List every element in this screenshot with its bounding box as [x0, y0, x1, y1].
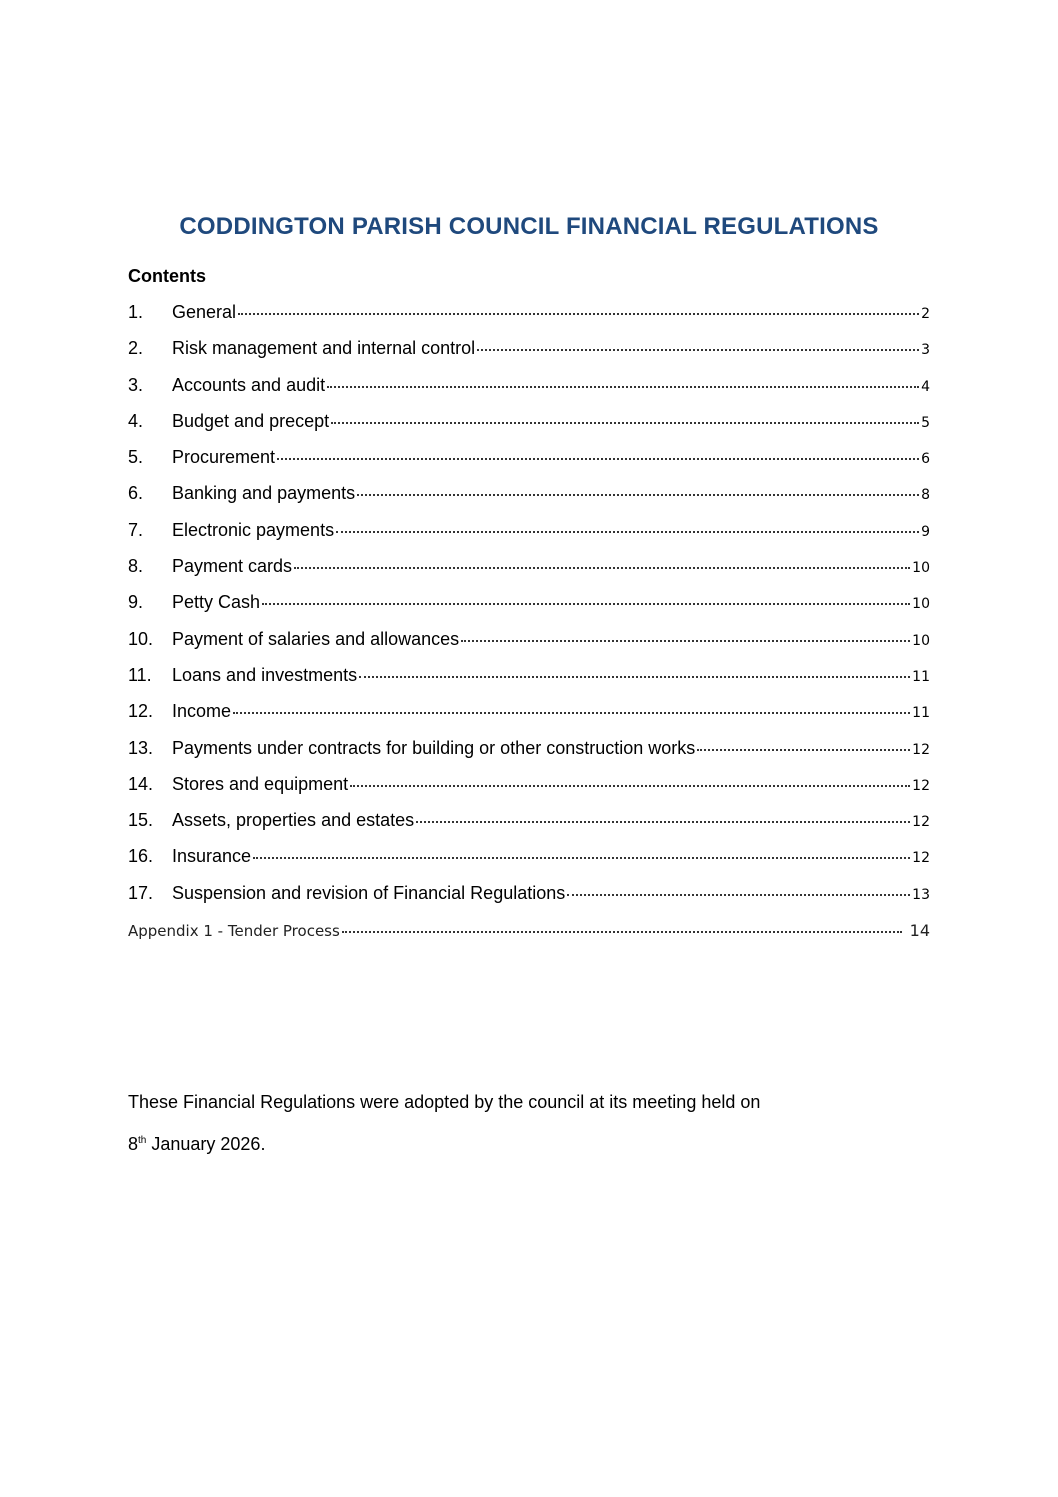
toc-page-number: 13	[912, 886, 930, 903]
toc-number: 9.	[128, 592, 144, 613]
toc-entry-assets[interactable]	[128, 806, 930, 842]
toc-page-number: 10	[912, 632, 930, 649]
adoption-day-suffix: th	[138, 1135, 147, 1146]
dot-leader	[262, 603, 910, 605]
toc-entry-payment-cards[interactable]	[128, 552, 930, 588]
toc-page-number: 9	[921, 523, 930, 540]
toc-entry-construction-contracts[interactable]	[128, 734, 930, 770]
toc-number: 2.	[128, 338, 144, 359]
dot-leader	[567, 894, 910, 896]
toc-entry-salaries[interactable]	[128, 625, 930, 661]
toc-page-number: 12	[912, 777, 930, 794]
toc-page-number: 3	[921, 342, 930, 359]
toc-number: 5.	[128, 447, 144, 468]
toc-entry-electronic-payments[interactable]	[128, 516, 930, 552]
toc-number: 12.	[128, 701, 154, 722]
toc-label: Procurement	[172, 447, 276, 468]
toc-number: 13.	[128, 737, 154, 758]
toc-label: Income	[172, 701, 232, 722]
toc-page-number: 14	[909, 921, 930, 941]
toc-label: Payment cards	[172, 556, 293, 577]
toc-page-number: 8	[921, 487, 930, 504]
toc-number: 3.	[128, 374, 144, 395]
dot-leader	[416, 821, 910, 823]
toc-label: Assets, properties and estates	[172, 810, 415, 831]
toc-entry-suspension-revision[interactable]	[128, 879, 930, 915]
toc-page-number: 6	[921, 451, 930, 468]
toc-entry-general[interactable]	[128, 298, 930, 334]
document-title: CODDINGTON PARISH COUNCIL FINANCIAL REGULATIONS	[179, 213, 879, 240]
dot-leader	[359, 676, 910, 678]
toc-number: 7.	[128, 519, 144, 540]
toc-page-number: 10	[912, 596, 930, 613]
toc-entry-stores-equipment[interactable]	[128, 770, 930, 806]
toc-label: Electronic payments	[172, 519, 335, 540]
toc-label: Stores and equipment	[172, 773, 349, 794]
toc-entry-loans-investments[interactable]	[128, 661, 930, 697]
adoption-day: 8	[128, 1134, 139, 1154]
toc-label: Payment of salaries and allowances	[172, 628, 460, 649]
toc-page-number: 5	[921, 414, 930, 431]
dot-leader	[342, 931, 902, 933]
toc-page-number: 12	[912, 814, 930, 831]
toc-number: 8.	[128, 556, 144, 577]
dot-leader	[294, 567, 910, 569]
toc-label: Payments under contracts for building or other construction works	[172, 737, 696, 758]
dot-leader	[461, 640, 910, 642]
toc-entry-petty-cash[interactable]	[128, 588, 930, 624]
toc-entry-appendix-1[interactable]	[128, 917, 930, 953]
dot-leader	[357, 494, 919, 496]
dot-leader	[697, 749, 910, 751]
toc-number: 1.	[128, 302, 144, 322]
toc-entry-risk-management[interactable]	[128, 334, 930, 370]
toc-page-number: 2	[921, 306, 930, 322]
toc-entry-budget-precept[interactable]	[128, 407, 930, 443]
toc-entry-banking-payments[interactable]	[128, 479, 930, 515]
toc-number: 10.	[128, 628, 154, 649]
dot-leader	[253, 857, 910, 859]
toc-entry-income[interactable]	[128, 697, 930, 733]
dot-leader	[233, 712, 910, 714]
dot-leader	[477, 349, 919, 351]
table-of-contents	[128, 298, 930, 953]
toc-label: Accounts and audit	[172, 374, 326, 395]
dot-leader	[238, 313, 919, 315]
toc-label: General	[172, 302, 237, 322]
toc-label: Banking and payments	[172, 483, 356, 504]
contents-heading: Contents	[128, 266, 206, 286]
toc-number: 15.	[128, 810, 154, 831]
toc-entry-procurement[interactable]	[128, 443, 930, 479]
toc-page-number: 10	[912, 560, 930, 577]
adoption-month-year: January 2026.	[146, 1134, 266, 1154]
toc-page-number: 11	[912, 668, 930, 685]
toc-page-number: 4	[921, 378, 930, 395]
adoption-date	[128, 1134, 265, 1155]
toc-label: Budget and precept	[172, 410, 330, 431]
toc-label: Suspension and revision of Financial Regulations	[172, 882, 566, 903]
toc-number: 4.	[128, 410, 144, 431]
dot-leader	[277, 458, 919, 460]
toc-label: Insurance	[172, 846, 252, 867]
toc-label: Petty Cash	[172, 592, 261, 613]
toc-page-number: 11	[912, 705, 930, 722]
toc-number: 17.	[128, 882, 154, 903]
toc-label: Risk management and internal control	[172, 338, 476, 359]
toc-page-number: 12	[912, 850, 930, 867]
toc-number: 11.	[128, 664, 152, 685]
dot-leader	[331, 422, 919, 424]
toc-entry-accounts-audit[interactable]	[128, 371, 930, 407]
toc-label: Loans and investments	[172, 664, 358, 685]
toc-number: 6.	[128, 483, 144, 504]
adoption-statement: These Financial Regulations were adopted by the council at its meeting held on	[128, 1092, 761, 1112]
toc-entry-insurance[interactable]	[128, 842, 930, 878]
dot-leader	[350, 785, 910, 787]
dot-leader	[327, 386, 919, 388]
toc-number: 14.	[128, 773, 154, 794]
toc-page-number: 12	[912, 741, 930, 758]
toc-label: Appendix 1 - Tender Process	[128, 922, 340, 941]
toc-number: 16.	[128, 846, 154, 867]
dot-leader	[336, 531, 919, 533]
